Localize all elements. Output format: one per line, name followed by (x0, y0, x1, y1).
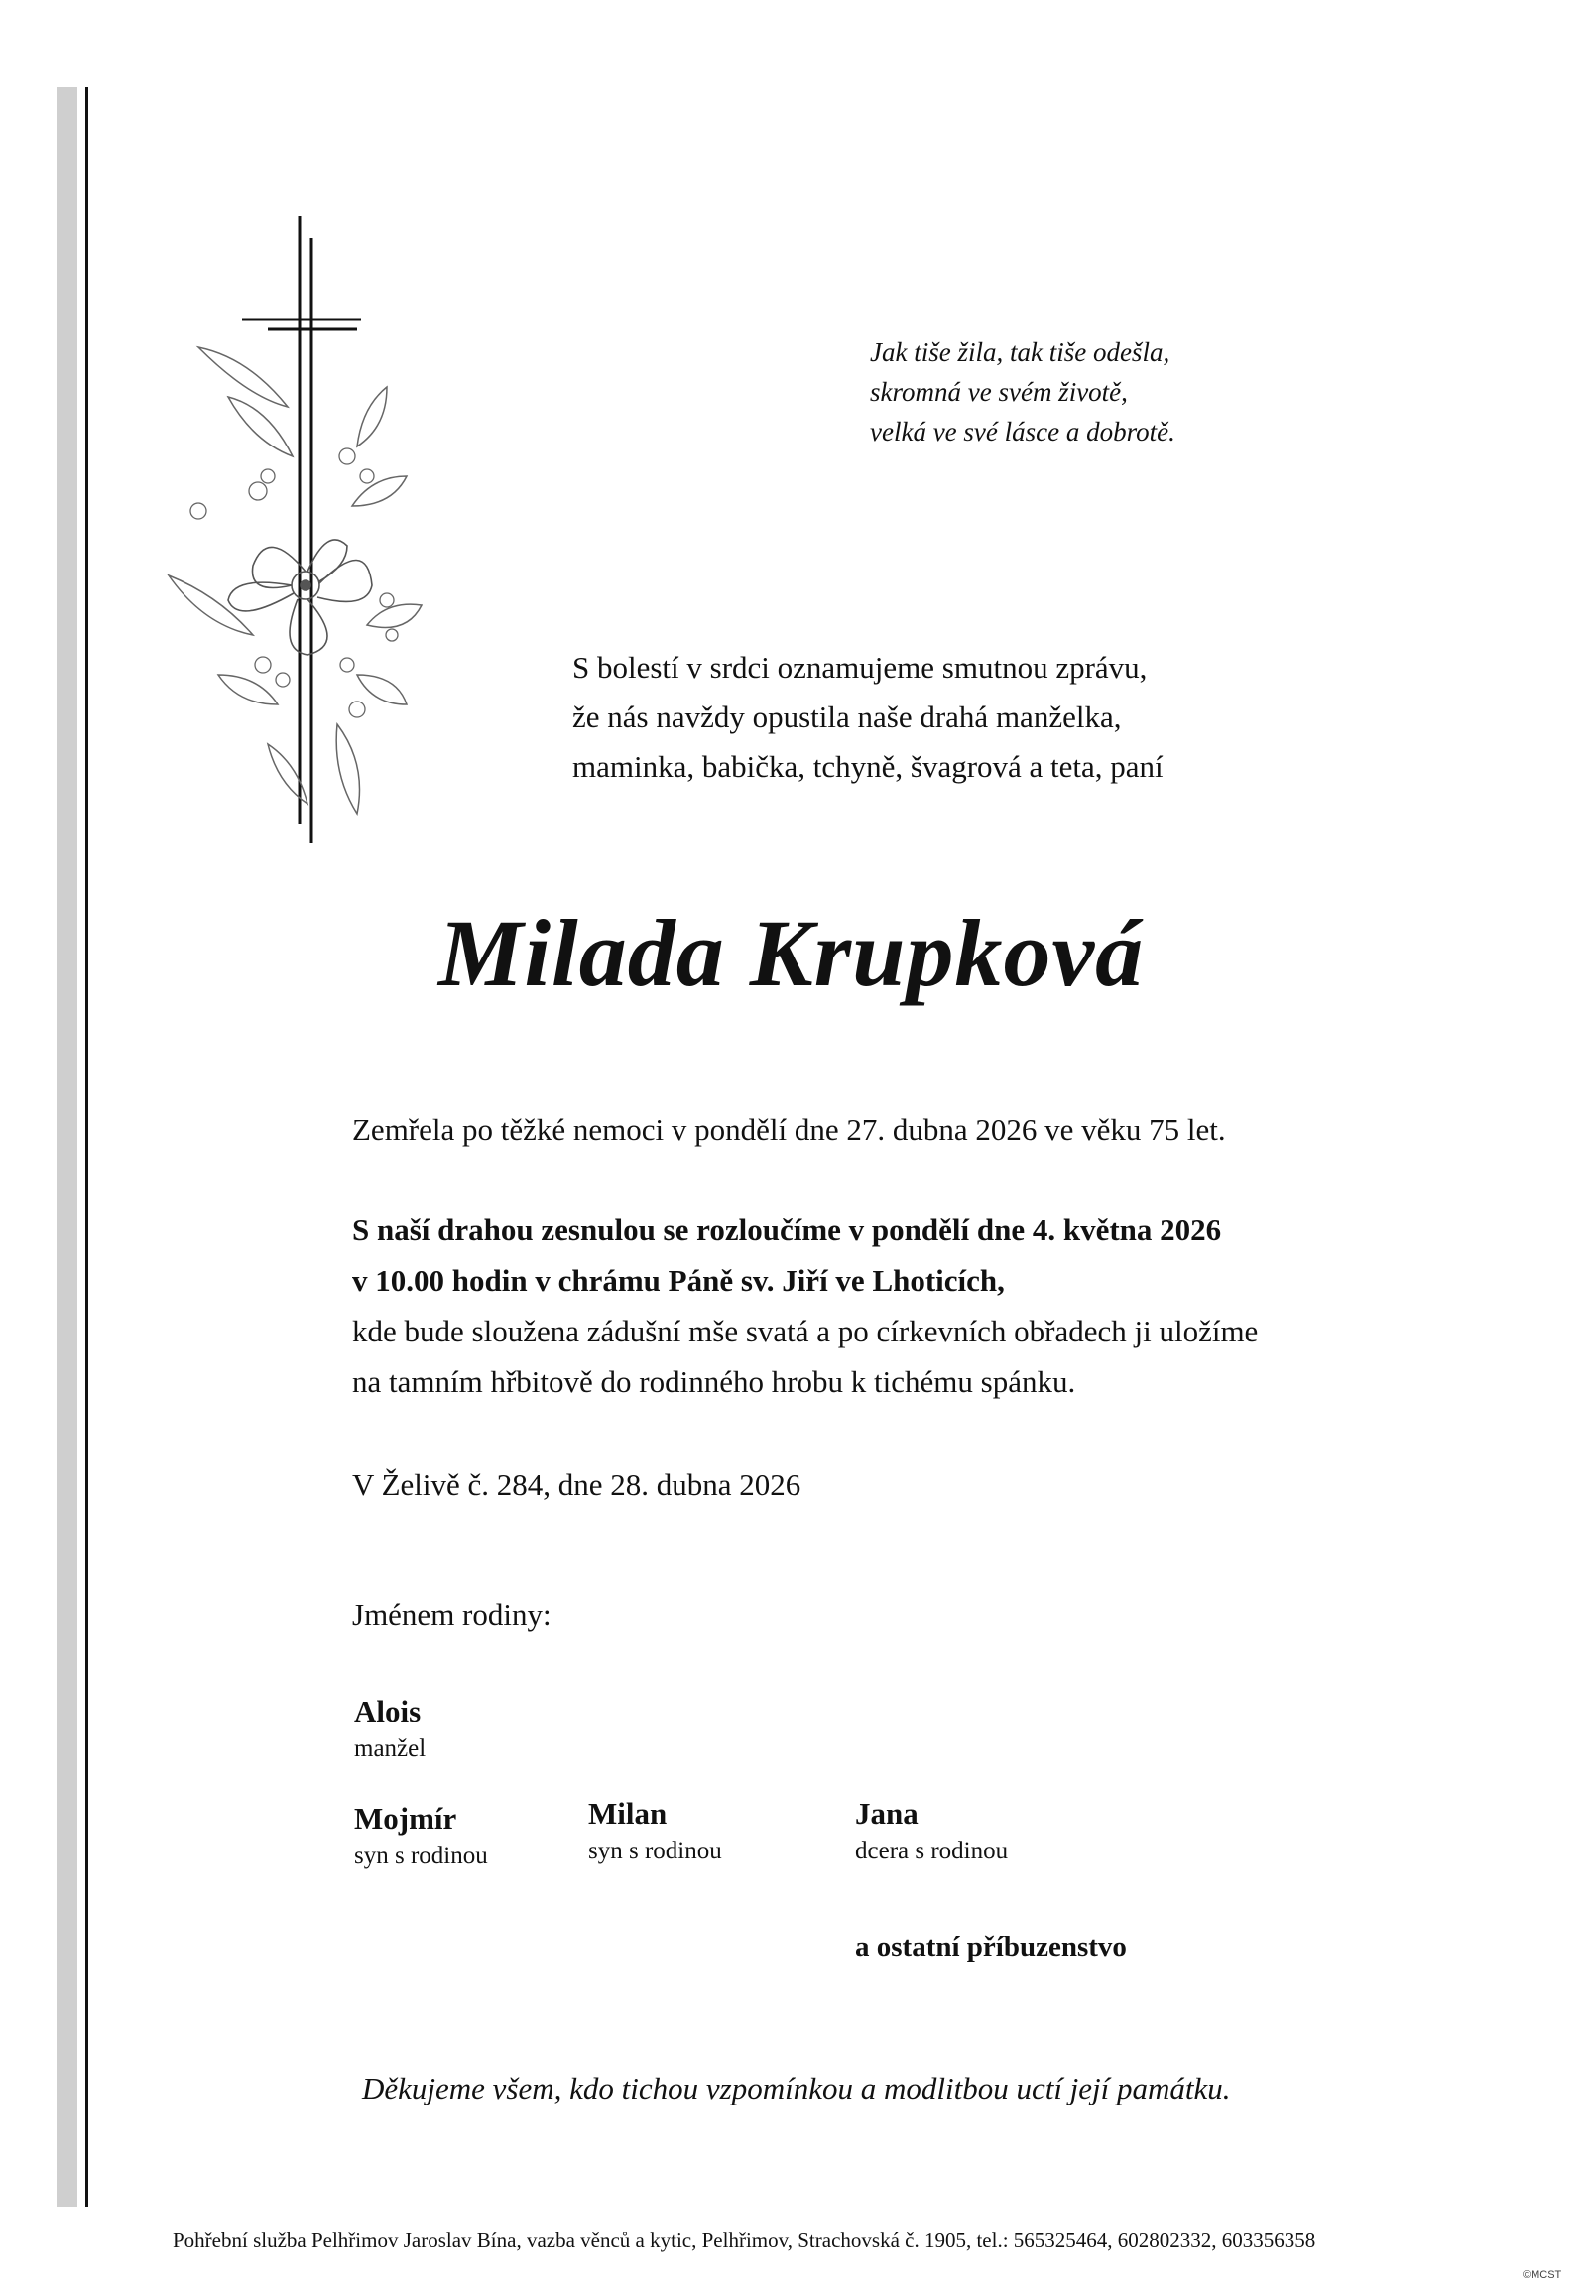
intro-line: S bolestí v srdci oznamujeme smutnou zprávu, (572, 650, 1148, 685)
funeral-service-footer: Pohřební služba Pelhřimov Jaroslav Bína, vazba věnců a kytic, Pelhřimov, Strachovská č. 1905, tel.: 565325464, 602802332, 603356358 (173, 2229, 1316, 2252)
funeral-line-bold: S naší drahou zesnulou se rozloučíme v pondělí dne 4. května 2026 (352, 1212, 1222, 1247)
intro-text (572, 643, 1164, 792)
poem-line: Jak tiše žila, tak tiše odešla, (870, 337, 1170, 367)
intro-line: maminka, babička, tchyně, švagrová a teta, paní (572, 749, 1164, 784)
funeral-line: na tamním hřbitově do rodinného hrobu k tichému spánku. (352, 1364, 1076, 1399)
side-black-line (85, 87, 88, 2207)
mourner-relation: syn s rodinou (588, 1838, 722, 1864)
deceased-name: Milada Krupková (438, 900, 1145, 1006)
intro-line: že nás navždy opustila naše drahá manželka, (572, 700, 1122, 734)
funeral-line-bold: v 10.00 hodin v chrámu Páně sv. Jiří ve Lhoticích, (352, 1263, 1005, 1298)
poem (870, 332, 1175, 451)
mourner (354, 1694, 426, 1763)
side-gray-bar (57, 87, 77, 2207)
mourner (855, 1796, 1008, 1865)
funeral-details (352, 1205, 1258, 1407)
mourner-relation: syn s rodinou (354, 1843, 488, 1869)
family-label: Jménem rodiny: (352, 1597, 552, 1632)
mourner-name: Mojmír (354, 1801, 457, 1836)
mourner (354, 1801, 488, 1870)
thanks-line: Děkujeme všem, kdo tichou vzpomínkou a modlitbou uctí její památku. (362, 2071, 1231, 2105)
mourner-relation: dcera s rodinou (855, 1838, 1009, 1864)
death-notice: Zemřela po těžké nemoci v pondělí dne 27. dubna 2026 ve věku 75 let. (352, 1112, 1226, 1147)
cross-with-flowers-icon (159, 208, 427, 853)
place-date: V Želivě č. 284, dne 28. dubna 2026 (352, 1467, 801, 1502)
poem-line: velká ve své lásce a dobrotě. (870, 417, 1175, 446)
mourner-name: Jana (855, 1796, 919, 1831)
mourner-name: Milan (588, 1796, 668, 1831)
watermark: ©MCST (1523, 2269, 1562, 2281)
mourner-name: Alois (354, 1694, 422, 1728)
other-relatives: a ostatní příbuzenstvo (855, 1931, 1127, 1963)
mourner-relation: manžel (354, 1735, 427, 1762)
poem-line: skromná ve svém životě, (870, 377, 1128, 407)
mourner (588, 1796, 722, 1865)
funeral-line: kde bude sloužena zádušní mše svatá a po církevních obřadech ji uložíme (352, 1314, 1259, 1348)
